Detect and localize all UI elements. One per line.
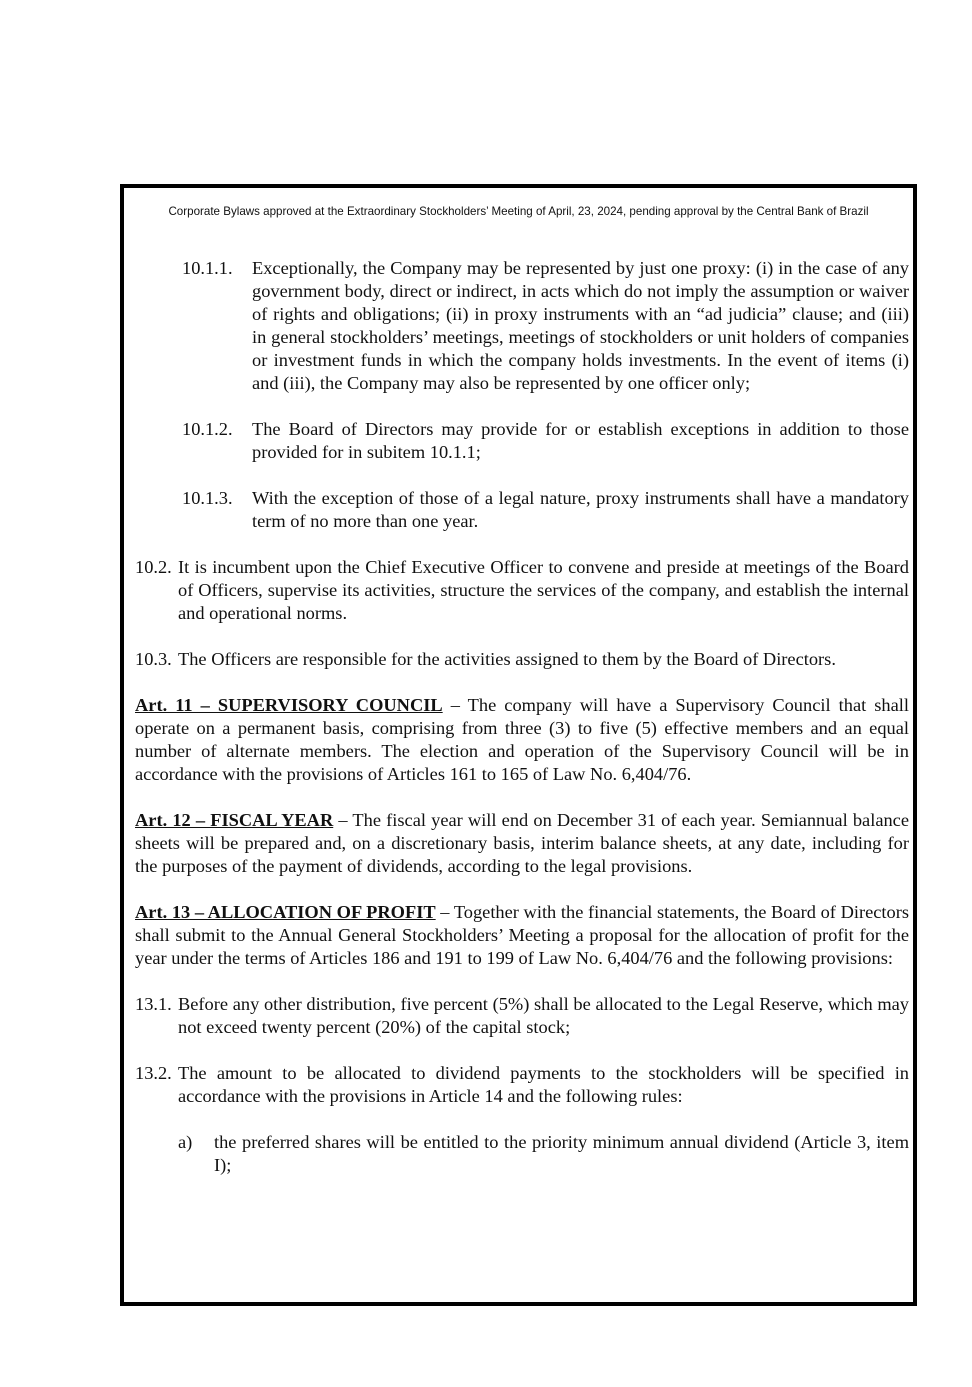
article-title: Art. 12 – FISCAL YEAR bbox=[135, 810, 334, 830]
clause-number: 10.3. bbox=[135, 649, 172, 669]
clause-10-3 bbox=[131, 648, 909, 671]
clause-number: 10.1.2. bbox=[182, 419, 233, 439]
clause-number: 13.1. bbox=[135, 994, 172, 1014]
clause-text: the preferred shares will be entitled to the priority minimum annual dividend (Article 3, item I); bbox=[214, 1132, 909, 1175]
clause-13-2-a bbox=[131, 1131, 909, 1177]
page-border bbox=[120, 184, 917, 1306]
clause-text: The Officers are responsible for the activities assigned to them by the Board of Directors. bbox=[178, 649, 836, 669]
clause-number: 13.2. bbox=[135, 1063, 172, 1083]
clause-text: The Board of Directors may provide for or establish exceptions in addition to those provided for in subitem 10.1.1; bbox=[252, 419, 909, 462]
running-header: Corporate Bylaws approved at the Extraordinary Stockholders’ Meeting of April, 23, 2024, pending approval by the Central Bank of Brazil bbox=[168, 205, 869, 218]
list-marker: a) bbox=[178, 1132, 193, 1152]
clause-13-1 bbox=[131, 993, 909, 1039]
article-text: – Together with the financial statements, the Board of Directors shall submit to the Annual General Stockholders’ Meeting a proposal for the allocation of profit for the year under the terms of Articles 186 and 191 to 199 of Law No. 6,404/76 and the following provisions: bbox=[135, 902, 909, 968]
article-title: Art. 13 – ALLOCATION OF PROFIT bbox=[135, 902, 436, 922]
clause-10-1-2 bbox=[131, 418, 909, 464]
article-11 bbox=[131, 694, 909, 786]
clause-number: 10.1.3. bbox=[182, 488, 233, 508]
article-title: Art. 11 – SUPERVISORY COUNCIL bbox=[135, 695, 443, 715]
article-text: – The company will have a Supervisory Council that shall operate on a permanent basis, comprising from three (3) to five (5) effective members and an equal number of alternate members. The election and operation of the Supervisory Council will be in accordance with the provisions of Articles 161 to 165 of Law No. 6,404/76. bbox=[135, 695, 910, 784]
clause-10-1-3 bbox=[131, 487, 909, 533]
clause-13-2 bbox=[131, 1062, 909, 1108]
clause-10-2 bbox=[131, 556, 909, 625]
clause-number: 10.2. bbox=[135, 557, 172, 577]
document-body bbox=[131, 257, 909, 1177]
clause-10-1-1 bbox=[131, 257, 909, 395]
article-13 bbox=[131, 901, 909, 970]
clause-text: It is incumbent upon the Chief Executive Officer to convene and preside at meetings of the Board of Officers, supervise its activities, structure the services of the company, and establish the internal and operational norms. bbox=[178, 557, 909, 623]
clause-text: Before any other distribution, five percent (5%) shall be allocated to the Legal Reserve, which may not exceed twenty percent (20%) of the capital stock; bbox=[178, 994, 909, 1037]
article-text: – The fiscal year will end on December 31 of each year. Semiannual balance sheets will be prepared and, on a discretionary basis, interim balance sheets, at any date, including for the purposes of the payment of dividends, according to the legal provisions. bbox=[135, 810, 909, 876]
article-12 bbox=[131, 809, 909, 878]
clause-number: 10.1.1. bbox=[182, 258, 233, 278]
clause-text: The amount to be allocated to dividend payments to the stockholders will be specified in accordance with the provisions in Article 14 and the following rules: bbox=[178, 1063, 909, 1106]
clause-text: With the exception of those of a legal nature, proxy instruments shall have a mandatory term of no more than one year. bbox=[252, 488, 909, 531]
clause-text: Exceptionally, the Company may be represented by just one proxy: (i) in the case of any government body, direct or indirect, in acts which do not imply the assumption or waiver of rights and obligations; (ii) in proxy instruments with an “ad judicia” clause; and (iii) in general stockholders’ meetings, meetings of stockholders or unit holders of companies or investment funds in which the company holds investments. In the event of items (i) and (iii), the Company may also be represented by one officer only; bbox=[252, 258, 909, 393]
